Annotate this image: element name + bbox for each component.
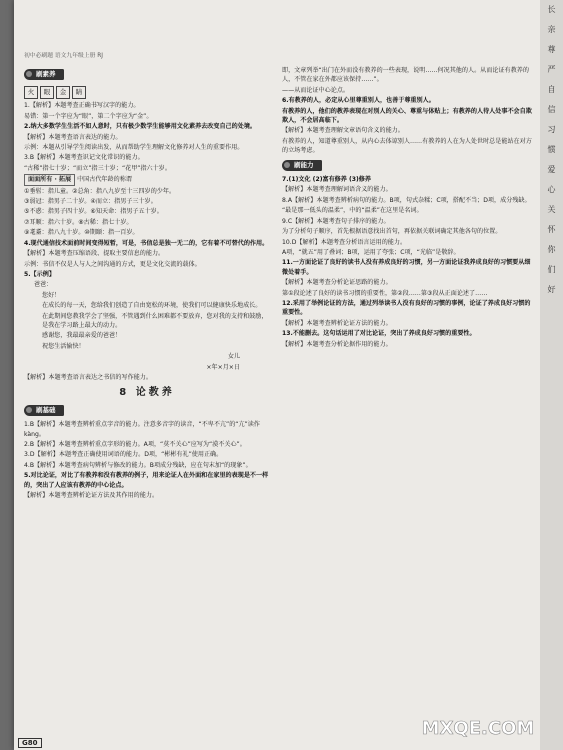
- knowledge-line: ①垂髫：指儿童。②总角：指八九岁至十三四岁的少年。: [24, 187, 176, 195]
- answer-4: 【解析】本题考查压缩语段、提取主要信息的能力。: [24, 250, 165, 258]
- knowledge-line: ③弱冠：指男子二十岁。④而立：指男子三十岁。: [24, 198, 157, 206]
- knowledge-title: 中国古代年龄的称谓: [77, 176, 132, 184]
- answer-cells: [24, 86, 270, 99]
- edge-char: 怀: [547, 225, 556, 234]
- edge-char: 习: [547, 125, 556, 134]
- page-number: G80: [18, 738, 42, 748]
- answer-cell: 火: [24, 86, 38, 99]
- answer-2: 【解析】本题考查语言表达的能力。: [24, 133, 122, 141]
- letter-salutation: 爸爸：: [34, 281, 53, 289]
- knowledge-line: ⑦耳顺：指六十岁。⑧古稀：指七十岁。: [24, 218, 133, 226]
- letter-line: 祝您生活愉快！: [42, 342, 85, 350]
- edge-char: 好: [547, 285, 556, 294]
- answer-9a: 为了分析句子顺序，首先根据语意找出首句，再依据关联词确定其他各句的位置。: [282, 228, 502, 236]
- page-header: 初中必刷题 语文九年级上册 RJ: [24, 53, 103, 59]
- answer-2b: 示例：本题从引导学生阅读出发，从而帮助学生理解文化修养对人生的重要作用。: [24, 144, 244, 152]
- edge-char: 亲: [547, 25, 556, 34]
- letter-date: ×年×月×日: [206, 363, 240, 371]
- answer-b2: 2.B【解析】本题考查辨析重点字形的能力。A项，“莫不关心”应写为“漠不关心”。: [24, 441, 246, 448]
- answer-line: ——从而论证中心论点。: [282, 86, 350, 94]
- answer-11a: 【解析】本题考查分析论证思路的能力。: [282, 279, 392, 287]
- answer-8a: “最是那一低头的温柔”，中的“温柔”在这里是名词。: [282, 207, 423, 215]
- section-heading: 刷基础: [24, 405, 64, 416]
- answer-cell: 金: [56, 86, 70, 99]
- question-3: 3.B【解析】本题考查识记文化常识的能力。: [24, 154, 144, 162]
- answer-b4: 4.B【解析】本题考查病句辨析与修改的能力。B项成分残缺，应在句末加“的现象”。: [24, 461, 252, 469]
- answer-5: 【解析】本题考查语言表达之书信的写作能力。: [24, 373, 152, 381]
- letter-sign: 女儿: [227, 353, 240, 361]
- next-page-edge: [540, 0, 563, 750]
- answer-9: 9.C【解析】本题考查句子排序的能力。: [282, 217, 390, 225]
- question-6: 6.有教养的人，必定从心里尊重别人，也善于尊重别人。: [282, 97, 435, 105]
- answer-b5: 5.对比论证，对比了有教养和没有教养的例子，用来论证人在外面和在家里的表现是不一样的，突出了人应该有教养的中心论点。: [24, 472, 269, 489]
- letter-line: 在此期间您教我学会了坚强，不管遇到什么困难都不要放弃，您对我的支持和鼓励，是我在学习路上最大的动力。: [42, 312, 268, 329]
- edge-char: 尊: [547, 45, 556, 54]
- answer-12a: 【解析】本题考查辨析论证方法的能力。: [282, 319, 392, 327]
- answer-cell: 眼: [40, 86, 54, 99]
- answer-line: 易错：第一个字应为“眼”，第二个字应为“金”。: [24, 112, 153, 120]
- section-heading: 刷能力: [282, 160, 322, 171]
- question-4: 4.现代通信技术面前时间变得短暂，可是，书信总是独一无二的，它有着不可替代的作用。: [24, 239, 269, 247]
- question-5: 5.【示例】: [24, 270, 55, 278]
- letter-line: 在成长的每一天，您给我们创造了自由宽松的环境，使我们可以健康快乐地成长。: [42, 302, 262, 310]
- answer-4b: 示例：书信不仅是人与人之间沟通的方式，更是文化交流的载体。: [24, 260, 201, 268]
- answer-13: 13.不能删去。这句话运用了对比论证，突出了养成良好习惯的重要性。: [282, 330, 476, 338]
- question-2: 2.纳大多数学生生活不如人意时，只有极少数学生能够用文化素养去改变自己的处境。: [24, 123, 257, 131]
- knowledge-line: ⑤不惑：指男子四十岁。⑥知天命：指男子五十岁。: [24, 208, 163, 216]
- letter-line: 您好！: [42, 291, 61, 299]
- edge-char: 关: [547, 205, 556, 214]
- edge-char: 爱: [547, 165, 556, 174]
- edge-char: 心: [547, 185, 556, 194]
- page-sheet: [14, 0, 540, 750]
- answer-cell: 睛: [72, 86, 86, 99]
- answer-10: 10.D【解析】本题考查分析语言运用的能力。: [282, 238, 407, 246]
- answer-b3: 3.D【解析】本题考查正确使用词语的能力。D项，“彬彬有礼”使用正确。: [24, 451, 223, 459]
- watermark-logo: [418, 704, 538, 742]
- section-heading: 刷素养: [24, 69, 64, 80]
- lesson-title: 8 论教养: [119, 387, 175, 399]
- answer-10a: A项，“就五”用了叠词；B项，运用了夸张；C项，“光临”是敬辞。: [282, 248, 460, 256]
- svg-text:MXQE.COM: MXQE.COM: [421, 718, 535, 739]
- answer-b5b: 【解析】本题考查辨析论证方法及其作用的能力。: [24, 492, 159, 500]
- answer-line: 1.【解析】本题考查正确书写汉字的能力。: [24, 102, 140, 110]
- edge-char: 信: [547, 105, 556, 114]
- answer-3: “古稀”指七十岁；“而立”指三十岁；“花甲”指六十岁。: [24, 164, 171, 172]
- answer-11: 11.一方面论证了良好的读书人没有养成良好的习惯，另一方面论证我养成良好的习惯要从细微处着手。: [282, 259, 531, 276]
- edge-char: 惯: [547, 145, 556, 154]
- edge-char: 你: [547, 245, 556, 254]
- letter-line: 感谢您，我最最亲爱的爸爸！: [42, 332, 122, 340]
- answer-line: 即，文章列举“出门在外而没有教养的一些表现，说明……何况其他的人。从而论证有教养的人，不管在家在外都应该保持……”。: [282, 67, 529, 84]
- knowledge-box: 面面所有 · 拓展: [24, 174, 75, 185]
- answer-12: 12.采用了举例论证的方法，通过列举读书人没有良好的习惯的事例，论证了养成良好习惯的重要性。: [282, 299, 531, 317]
- answer-7: 7.(1)文化 (2)富有修养 (3)修养: [282, 176, 371, 184]
- left-column: [24, 0, 270, 501]
- edge-char: 自: [547, 85, 556, 94]
- answer-b1: 1.B【解析】本题考查辨析重点字音的能力。注意多音字的读音，“不卑不亢”的“亢”读作kàng。: [24, 421, 260, 438]
- answer-6a: 有教养的人，他们的教养表现在对别人的关心、尊重与体贴上；有教养的人待人处事不会自欺欺人，不会居高临下。: [282, 107, 532, 125]
- edge-char: 们: [547, 265, 556, 274]
- answer-8: 8.A【解析】本题考查辨析病句的能力。B项，句式杂糅；C项，搭配不当；D项，成分残缺。: [282, 196, 531, 204]
- answer-6c: 有教养的人，知道尊重别人，从内心去体谅别人……有教养的人在为人处世时总是能站在对方的立场考虑。: [282, 137, 532, 155]
- edge-char: 严: [547, 65, 556, 74]
- right-column: [282, 66, 532, 350]
- knowledge-line: ⑨耄耋：指八九十岁。⑩期颐：指一百岁。: [24, 229, 139, 237]
- answer-11b: 第①段论述了良好的读书习惯的重要性，第②段……第③段从正面论述了……: [282, 289, 488, 297]
- answer-13a: 【解析】本题考查分析论据作用的能力。: [282, 340, 392, 348]
- edge-char: 长: [547, 5, 556, 14]
- answer-7a: 【解析】本题考查理解词语含义的能力。: [282, 186, 392, 194]
- answer-6b: 【解析】本题考查理解文章语句含义的能力。: [282, 127, 404, 135]
